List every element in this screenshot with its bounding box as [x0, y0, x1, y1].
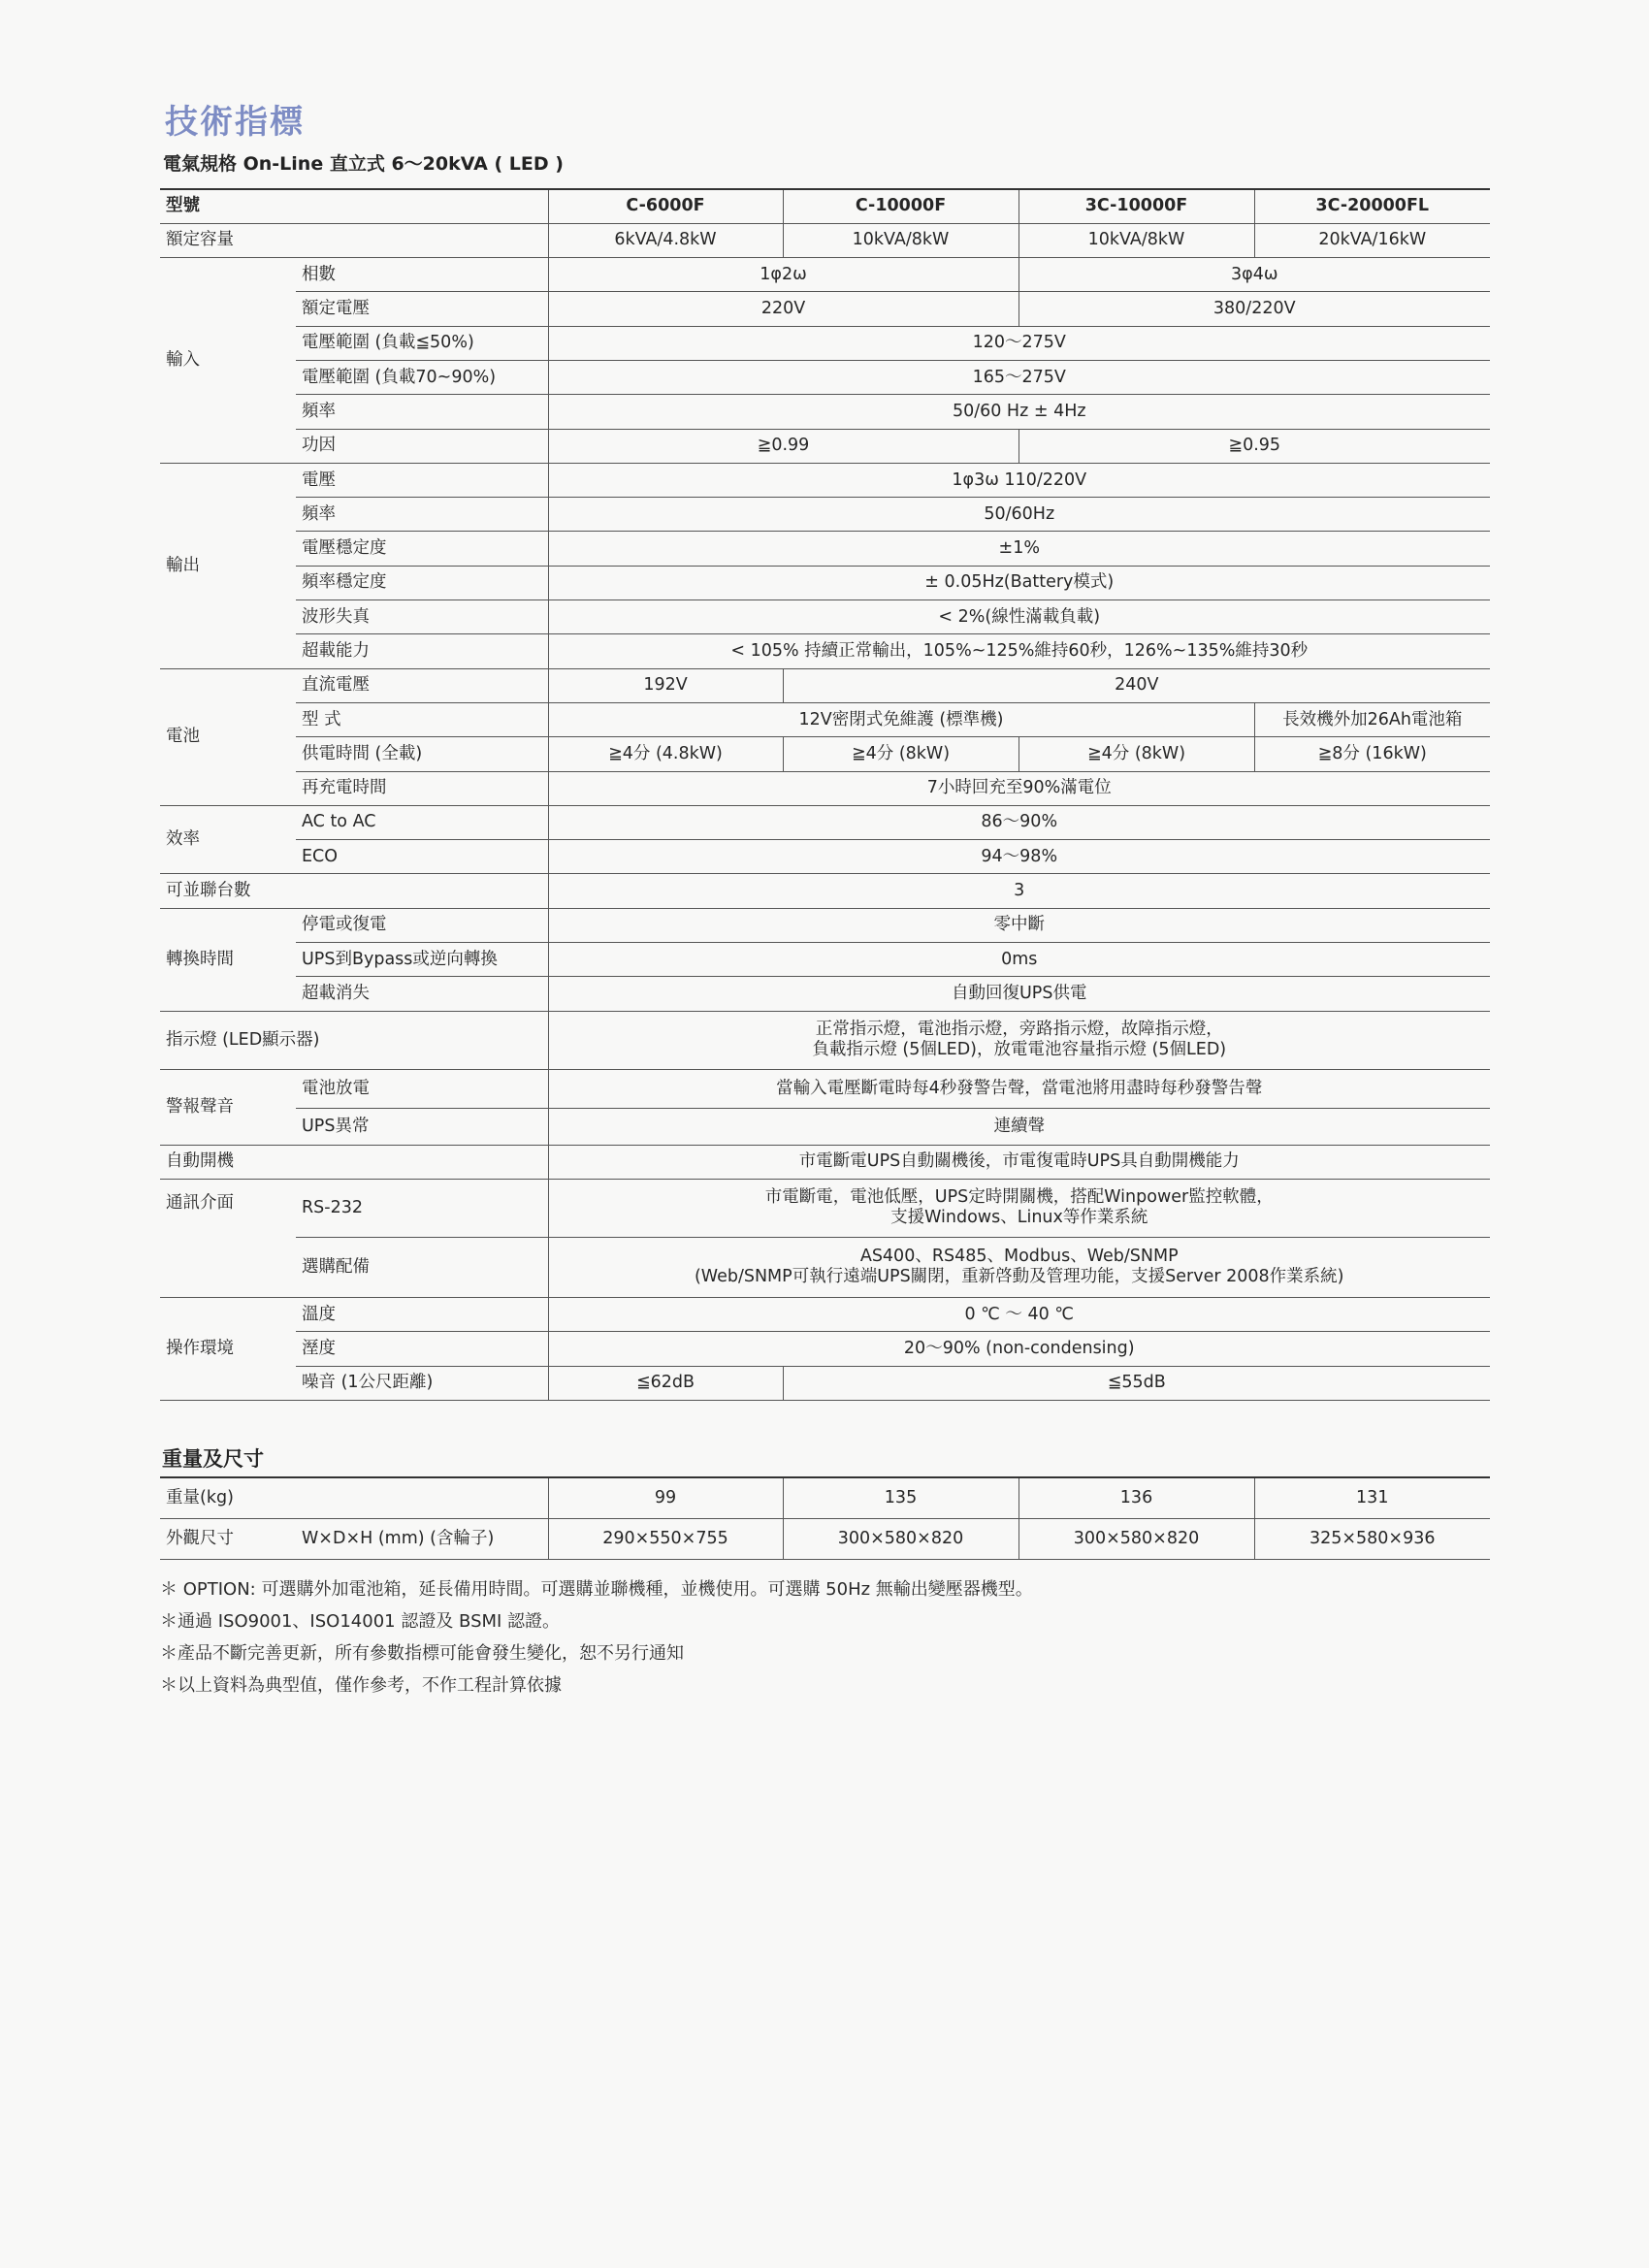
- cell-value: 長效機外加26Ah電池箱: [1254, 702, 1490, 736]
- cell-value: ≧0.95: [1018, 429, 1490, 463]
- row-label: 再充電時間: [296, 771, 548, 805]
- group-label-environment: 操作環境: [160, 1297, 296, 1400]
- cell-value: 192V: [548, 668, 783, 702]
- cell-value: 325×580×936: [1254, 1518, 1490, 1559]
- table-row: [160, 702, 1490, 736]
- cell-value: 12V密閉式免維護 (標準機): [548, 702, 1254, 736]
- table-row: [160, 771, 1490, 805]
- row-label: 指示燈 (LED顯示器): [160, 1011, 548, 1069]
- weight-section-title: 重量及尺寸: [162, 1447, 264, 1471]
- row-label: 額定電壓: [296, 292, 548, 326]
- table-row: [160, 977, 1490, 1011]
- cell-value: 6kVA/4.8kW: [548, 223, 783, 257]
- table-row: [160, 360, 1490, 394]
- group-label-communication: 通訊介面: [160, 1179, 296, 1297]
- indicator-line-1: 正常指示燈，電池指示燈，旁路指示燈，故障指示燈，: [815, 1020, 1223, 1040]
- row-label: RS-232: [296, 1179, 548, 1237]
- model-3c20000fl: 3C-20000FL: [1254, 189, 1490, 223]
- table-row: [160, 1332, 1490, 1366]
- cell-value: 3φ4ω: [1018, 258, 1490, 292]
- optional-line-1: AS400、RS485、Modbus、Web/SNMP: [859, 1247, 1179, 1267]
- row-label: UPS到Bypass或逆向轉換: [296, 943, 548, 977]
- footnotes: [160, 1573, 1033, 1701]
- table-row: [160, 429, 1490, 463]
- group-label-battery: 電池: [160, 668, 296, 805]
- cell-value: ≧4分 (8kW): [783, 737, 1018, 771]
- table-row: [160, 737, 1490, 771]
- row-label: 電壓範圍 (負載70~90%): [296, 360, 548, 394]
- table-row: [160, 908, 1490, 942]
- row-label: 頻率: [296, 395, 548, 429]
- row-label: 供電時間 (全載): [296, 737, 548, 771]
- row-label: UPS異常: [296, 1108, 548, 1145]
- cell-value: [548, 1011, 1490, 1069]
- cell-value: 99: [548, 1477, 783, 1518]
- cell-value: ≧0.99: [548, 429, 1018, 463]
- cell-value: 10kVA/8kW: [783, 223, 1018, 257]
- spec-subtitle: 電氣規格 On-Line 直立式 6～20kVA ( LED ): [163, 153, 564, 175]
- table-row: [160, 1366, 1490, 1400]
- cell-value: 380/220V: [1018, 292, 1490, 326]
- cell-value: ≧4分 (4.8kW): [548, 737, 783, 771]
- group-label-output: 輸出: [160, 463, 296, 668]
- row-label: 波形失真: [296, 600, 548, 634]
- row-label: 噪音 (1公尺距離): [296, 1366, 548, 1400]
- table-row: [160, 189, 1490, 223]
- cell-value: 300×580×820: [1018, 1518, 1254, 1559]
- cell-value: ≧4分 (8kW): [1018, 737, 1254, 771]
- row-label: 超載消失: [296, 977, 548, 1011]
- row-label: AC to AC: [296, 805, 548, 839]
- cell-value: 3: [548, 874, 1490, 908]
- table-row: [160, 668, 1490, 702]
- cell-value: 94～98%: [548, 840, 1490, 874]
- table-row: [160, 874, 1490, 908]
- row-label: 直流電壓: [296, 668, 548, 702]
- row-sublabel: W×D×H (mm) (含輪子): [296, 1518, 548, 1559]
- table-row: [160, 634, 1490, 668]
- group-label-input: 輸入: [160, 258, 296, 464]
- row-label: 外觀尺寸: [160, 1518, 296, 1559]
- rs232-line-1: 市電斷電，電池低壓，UPS定時開關機，搭配Winpower監控軟體，: [764, 1187, 1274, 1208]
- cell-value: 50/60Hz: [548, 498, 1490, 532]
- cell-value: 136: [1018, 1477, 1254, 1518]
- table-row: [160, 532, 1490, 566]
- row-label: 停電或復電: [296, 908, 548, 942]
- row-label: 溫度: [296, 1297, 548, 1331]
- cell-value: 連續聲: [548, 1108, 1490, 1145]
- cell-value: ≦62dB: [548, 1366, 783, 1400]
- cell-value: 120～275V: [548, 326, 1490, 360]
- model-c6000f: C-6000F: [548, 189, 783, 223]
- cell-value: ± 0.05Hz(Battery模式): [548, 566, 1490, 599]
- table-row: [160, 1011, 1490, 1069]
- table-row: [160, 1477, 1490, 1518]
- cell-value: ≧8分 (16kW): [1254, 737, 1490, 771]
- cell-value: [548, 1179, 1490, 1237]
- row-label: 型 式: [296, 702, 548, 736]
- footnote: ＊產品不斷完善更新，所有參數指標可能會發生變化，恕不另行通知: [160, 1643, 684, 1664]
- cell-value: 自動回復UPS供電: [548, 977, 1490, 1011]
- group-label-alarm: 警報聲音: [160, 1069, 296, 1145]
- cell-value: 0ms: [548, 943, 1490, 977]
- row-label: 選購配備: [296, 1237, 548, 1297]
- row-label: 電壓範圍 (負載≦50%): [296, 326, 548, 360]
- model-label: 型號: [160, 189, 548, 223]
- row-label: 電池放電: [296, 1069, 548, 1108]
- table-row: [160, 1518, 1490, 1559]
- cell-value: 當輸入電壓斷電時每4秒發警告聲，當電池將用盡時每秒發警告聲: [548, 1069, 1490, 1108]
- row-label: 相數: [296, 258, 548, 292]
- group-label-transfer: 轉換時間: [160, 908, 296, 1011]
- table-row: [160, 1145, 1490, 1179]
- table-row: [160, 326, 1490, 360]
- electrical-spec-table: [160, 188, 1490, 1401]
- row-label: 電壓: [296, 463, 548, 497]
- row-label: 頻率: [296, 498, 548, 532]
- table-row: [160, 498, 1490, 532]
- footnote: ＊通過 ISO9001、ISO14001 認證及 BSMI 認證。: [160, 1611, 561, 1632]
- model-c10000f: C-10000F: [783, 189, 1018, 223]
- cell-value: < 105% 持續正常輸出，105%~125%維持60秒，126%~135%維持30秒: [548, 634, 1490, 668]
- row-label: 重量(kg): [160, 1477, 548, 1518]
- table-row: [160, 292, 1490, 326]
- cell-value: ±1%: [548, 532, 1490, 566]
- cell-value: [548, 1237, 1490, 1297]
- row-label: 功因: [296, 429, 548, 463]
- cell-value: 135: [783, 1477, 1018, 1518]
- table-row: [160, 600, 1490, 634]
- cell-value: 240V: [783, 668, 1490, 702]
- table-row: [160, 1179, 1490, 1237]
- cell-value: 0 ℃ ～ 40 ℃: [548, 1297, 1490, 1331]
- table-row: [160, 395, 1490, 429]
- cell-value: 131: [1254, 1477, 1490, 1518]
- row-label: 額定容量: [160, 223, 548, 257]
- row-label: 超載能力: [296, 634, 548, 668]
- cell-value: 20～90% (non-condensing): [548, 1332, 1490, 1366]
- row-label: 自動開機: [160, 1145, 548, 1179]
- model-3c10000f: 3C-10000F: [1018, 189, 1254, 223]
- cell-value: 86～90%: [548, 805, 1490, 839]
- cell-value: < 2%(線性滿載負載): [548, 600, 1490, 634]
- table-row: [160, 840, 1490, 874]
- cell-value: 零中斷: [548, 908, 1490, 942]
- cell-value: 290×550×755: [548, 1518, 783, 1559]
- footnote: ＊ OPTION: 可選購外加電池箱，延長備用時間。可選購並聯機種，並機使用。可選購 50Hz 無輸出變壓器機型。: [160, 1579, 1033, 1600]
- table-row: [160, 258, 1490, 292]
- cell-value: 7小時回充至90%滿電位: [548, 771, 1490, 805]
- table-row: [160, 463, 1490, 497]
- rs232-line-2: 支援Windows、Linux等作業系統: [890, 1208, 1148, 1228]
- table-row: [160, 1297, 1490, 1331]
- cell-value: 300×580×820: [783, 1518, 1018, 1559]
- cell-value: 10kVA/8kW: [1018, 223, 1254, 257]
- cell-value: 20kVA/16kW: [1254, 223, 1490, 257]
- table-row: [160, 943, 1490, 977]
- table-row: [160, 1069, 1490, 1108]
- cell-value: 50/60 Hz ± 4Hz: [548, 395, 1490, 429]
- indicator-line-2: 負載指示燈 (5個LED)，放電電池容量指示燈 (5個LED): [812, 1040, 1227, 1060]
- cell-value: ≦55dB: [783, 1366, 1490, 1400]
- row-label: ECO: [296, 840, 548, 874]
- table-row: [160, 566, 1490, 599]
- table-row: [160, 805, 1490, 839]
- cell-value: 220V: [548, 292, 1018, 326]
- row-label: 頻率穩定度: [296, 566, 548, 599]
- cell-value: 165～275V: [548, 360, 1490, 394]
- row-label: 電壓穩定度: [296, 532, 548, 566]
- table-row: [160, 1237, 1490, 1297]
- row-label: 可並聯台數: [160, 874, 548, 908]
- table-row: [160, 223, 1490, 257]
- row-label: 溼度: [296, 1332, 548, 1366]
- optional-line-2: (Web/SNMP可執行遠端UPS關閉，重新啓動及管理功能，支援Server 2008作業系統): [694, 1267, 1344, 1287]
- table-row: [160, 1108, 1490, 1145]
- cell-value: 市電斷電UPS自動關機後，市電復電時UPS具自動開機能力: [548, 1145, 1490, 1179]
- group-label-efficiency: 效率: [160, 805, 296, 874]
- cell-value: 1φ2ω: [548, 258, 1018, 292]
- page-title: 技術指標: [165, 103, 305, 142]
- cell-value: 1φ3ω 110/220V: [548, 463, 1490, 497]
- footnote: ＊以上資料為典型值，僅作參考，不作工程計算依據: [160, 1675, 562, 1696]
- weight-dimension-table: [160, 1476, 1490, 1560]
